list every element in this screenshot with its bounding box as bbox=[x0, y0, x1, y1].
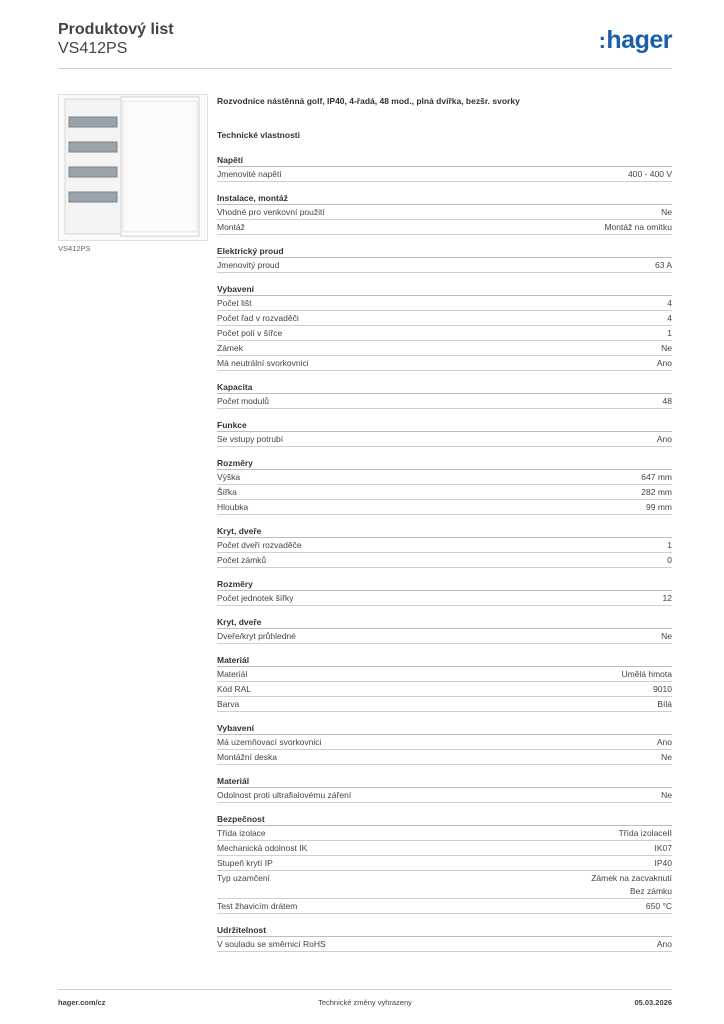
spec-section bbox=[217, 654, 672, 712]
spec-label: Šířka bbox=[217, 487, 237, 497]
product-code: VS412PS bbox=[58, 40, 128, 57]
spec-label: Počet dveří rozvaděče bbox=[217, 540, 302, 550]
spec-label: Počet modulů bbox=[217, 396, 269, 406]
spec-row bbox=[217, 899, 672, 914]
spec-row bbox=[217, 697, 672, 712]
spec-label: Vhodné pro venkovní použití bbox=[217, 207, 325, 217]
product-content bbox=[217, 96, 672, 962]
spec-row bbox=[217, 538, 672, 553]
image-caption: VS412PS bbox=[58, 244, 91, 253]
spec-section-title: Napětí bbox=[217, 154, 672, 167]
spec-value: IP40 bbox=[654, 858, 672, 868]
spec-section bbox=[217, 245, 672, 273]
spec-label: Počet jednotek šířky bbox=[217, 593, 294, 603]
spec-row bbox=[217, 750, 672, 765]
spec-section-title: Materiál bbox=[217, 654, 672, 667]
footer-notice: Technické změny vyhrazeny bbox=[318, 998, 412, 1007]
spec-row bbox=[217, 500, 672, 515]
spec-section-title: Kapacita bbox=[217, 381, 672, 394]
spec-value: Ano bbox=[656, 358, 672, 368]
spec-row bbox=[217, 856, 672, 871]
spec-value: 1 bbox=[667, 328, 672, 338]
spec-row bbox=[217, 485, 672, 500]
spec-value: Ne bbox=[661, 631, 672, 641]
spec-label: Dveře/kryt průhledné bbox=[217, 631, 296, 641]
spec-section bbox=[217, 419, 672, 447]
spec-label: Má uzemňovací svorkovnici bbox=[217, 737, 322, 747]
spec-value: 48 bbox=[662, 396, 672, 406]
spec-row bbox=[217, 871, 672, 899]
spec-section-title: Udržitelnost bbox=[217, 924, 672, 937]
spec-value: Ano bbox=[656, 434, 672, 444]
spec-section-title: Elektrický proud bbox=[217, 245, 672, 258]
hager-logo: :hager bbox=[598, 26, 672, 54]
spec-label: Zámek bbox=[217, 343, 243, 353]
spec-section bbox=[217, 381, 672, 409]
spec-label: Mechanická odolnost IK bbox=[217, 843, 308, 853]
spec-value: Ne bbox=[661, 207, 672, 217]
spec-row bbox=[217, 258, 672, 273]
spec-row bbox=[217, 167, 672, 182]
header-divider bbox=[58, 68, 672, 69]
spec-label: Kód RAL bbox=[217, 684, 252, 694]
spec-section-title: Kryt, dveře bbox=[217, 525, 672, 538]
spec-value: Ano bbox=[656, 737, 672, 747]
spec-row bbox=[217, 591, 672, 606]
spec-section bbox=[217, 154, 672, 182]
spec-label: Jmenovité napětí bbox=[217, 169, 282, 179]
spec-label: Test žhavicím drátem bbox=[217, 901, 298, 911]
spec-section bbox=[217, 616, 672, 644]
spec-row bbox=[217, 937, 672, 952]
spec-label: Stupeň krytí IP bbox=[217, 858, 273, 868]
spec-row bbox=[217, 394, 672, 409]
spec-section-title: Rozměry bbox=[217, 578, 672, 591]
spec-value: 282 mm bbox=[641, 487, 672, 497]
spec-row bbox=[217, 470, 672, 485]
spec-value: 1 bbox=[667, 540, 672, 550]
spec-section bbox=[217, 722, 672, 765]
spec-value: Ne bbox=[661, 752, 672, 762]
spec-row bbox=[217, 682, 672, 697]
spec-section bbox=[217, 578, 672, 606]
spec-section-title: Rozměry bbox=[217, 457, 672, 470]
spec-value: 63 A bbox=[654, 260, 672, 270]
spec-label: Barva bbox=[217, 699, 240, 709]
spec-section-title: Vybavení bbox=[217, 283, 672, 296]
spec-value: 4 bbox=[667, 298, 672, 308]
page-header bbox=[58, 20, 672, 70]
spec-row bbox=[217, 356, 672, 371]
spec-row bbox=[217, 341, 672, 356]
spec-value: Ano bbox=[656, 939, 672, 949]
spec-value: Ne bbox=[661, 343, 672, 353]
spec-value: 650 °C bbox=[645, 901, 672, 911]
spec-label: Počet lišt bbox=[217, 298, 252, 308]
page-title: Produktový list bbox=[58, 21, 174, 38]
spec-label: Má neutrální svorkovnici bbox=[217, 358, 309, 368]
spec-label: Třída izolace bbox=[217, 828, 266, 838]
spec-row bbox=[217, 629, 672, 644]
distribution-board-illustration bbox=[59, 95, 207, 240]
spec-value: Ne bbox=[661, 790, 672, 800]
spec-row bbox=[217, 735, 672, 750]
product-image bbox=[58, 94, 208, 241]
spec-section-title: Funkce bbox=[217, 419, 672, 432]
spec-value: 647 mm bbox=[641, 472, 672, 482]
spec-value: 99 mm bbox=[646, 502, 672, 512]
spec-section bbox=[217, 775, 672, 803]
footer-website: hager.com/cz bbox=[58, 998, 106, 1007]
spec-value: Montáž na omítku bbox=[604, 222, 672, 232]
spec-section bbox=[217, 283, 672, 371]
spec-label: Výška bbox=[217, 472, 241, 482]
spec-row bbox=[217, 841, 672, 856]
spec-row bbox=[217, 296, 672, 311]
spec-label: Materiál bbox=[217, 669, 248, 679]
spec-row bbox=[217, 826, 672, 841]
spec-value: 12 bbox=[662, 593, 672, 603]
spec-section bbox=[217, 525, 672, 568]
spec-row bbox=[217, 553, 672, 568]
spec-row bbox=[217, 667, 672, 682]
spec-label: Počet zámků bbox=[217, 555, 267, 565]
spec-value: Umělá hmota bbox=[621, 669, 672, 679]
spec-section-title: Bezpečnost bbox=[217, 813, 672, 826]
spec-value: 400 - 400 V bbox=[628, 169, 672, 179]
spec-label: Jmenovitý proud bbox=[217, 260, 280, 270]
spec-label: Hloubka bbox=[217, 502, 249, 512]
spec-section-title: Kryt, dveře bbox=[217, 616, 672, 629]
spec-label: Montážní deska bbox=[217, 752, 278, 762]
spec-value: 9010 bbox=[653, 684, 672, 694]
spec-sections bbox=[217, 154, 672, 952]
spec-row bbox=[217, 788, 672, 803]
spec-label: Se vstupy potrubí bbox=[217, 434, 284, 444]
footer-divider bbox=[58, 989, 672, 990]
spec-section bbox=[217, 457, 672, 515]
spec-value: 0 bbox=[667, 555, 672, 565]
spec-label: Počet polí v šířce bbox=[217, 328, 283, 338]
spec-row bbox=[217, 311, 672, 326]
spec-section bbox=[217, 924, 672, 952]
spec-section bbox=[217, 192, 672, 235]
spec-section-title: Vybavení bbox=[217, 722, 672, 735]
spec-row bbox=[217, 205, 672, 220]
technical-properties-heading: Technické vlastnosti bbox=[217, 130, 300, 140]
spec-row bbox=[217, 220, 672, 235]
spec-value: 4 bbox=[667, 313, 672, 323]
spec-section-title: Instalace, montáž bbox=[217, 192, 672, 205]
spec-value: IK07 bbox=[654, 843, 672, 853]
spec-value: Zámek na zacvaknutí Bez zámku bbox=[591, 873, 672, 896]
footer-date: 05.03.2026 bbox=[634, 998, 672, 1007]
product-description: Rozvodnice nástěnná golf, IP40, 4-řadá, 48 mod., plná dvířka, bezšr. svorky bbox=[217, 96, 520, 106]
spec-label: Počet řad v rozvaděči bbox=[217, 313, 299, 323]
spec-section bbox=[217, 813, 672, 914]
spec-label: Montáž bbox=[217, 222, 245, 232]
spec-label: Typ uzamčení bbox=[217, 873, 270, 883]
spec-label: V souladu se směrnicí RoHS bbox=[217, 939, 326, 949]
spec-value: Třída izolaceII bbox=[618, 828, 672, 838]
spec-section-title: Materiál bbox=[217, 775, 672, 788]
spec-value: Bílá bbox=[657, 699, 672, 709]
spec-row bbox=[217, 326, 672, 341]
spec-label: Odolnost proti ultrafialovému záření bbox=[217, 790, 352, 800]
spec-row bbox=[217, 432, 672, 447]
